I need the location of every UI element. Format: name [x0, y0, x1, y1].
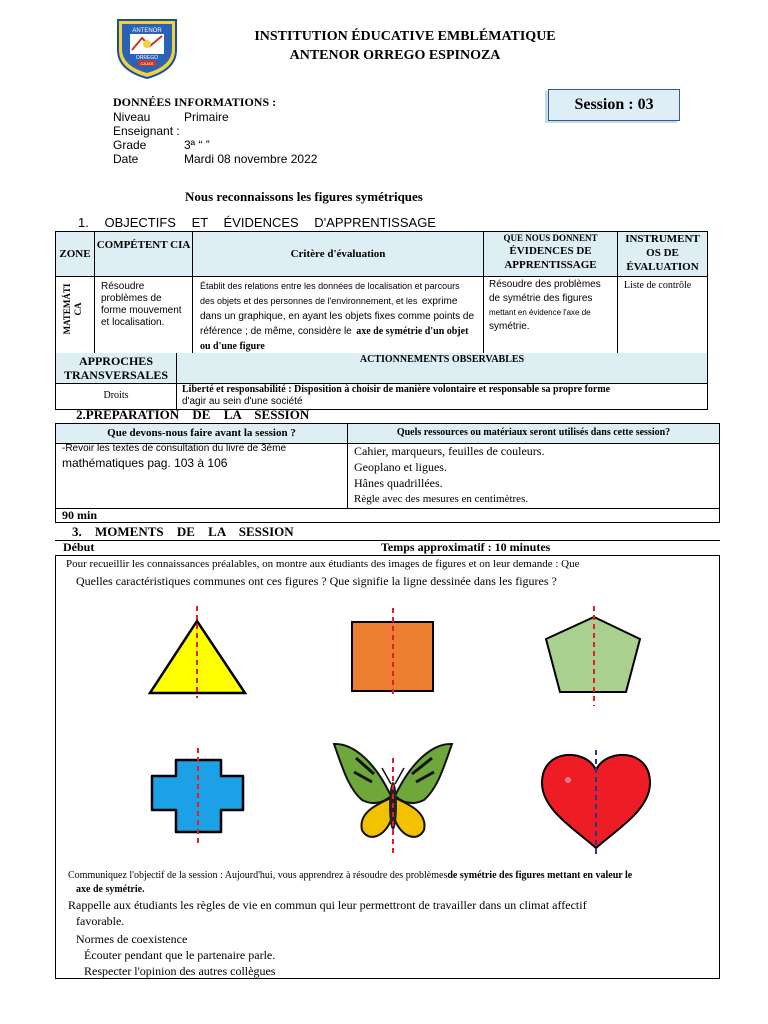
square-figure: [352, 608, 433, 698]
evidence-header: [484, 232, 618, 276]
intro-line-2: Quelles caractéristiques communes ont ces figures ? Que signifie la ligne dessinée dans les figures ?: [76, 574, 557, 588]
instrument-cell: Liste de contrôle: [624, 280, 692, 291]
competence-cell: Résoudre problèmes de forme mouvement et localisation.: [95, 276, 193, 353]
symmetric-figures: [56, 598, 719, 858]
evidence-header-top: QUE NOUS DONNENT: [503, 233, 598, 243]
lesson-title: Nous reconnaissons les figures symétriques: [185, 189, 423, 204]
resource-item: Geoplano et ligues.: [354, 460, 447, 474]
communicate-objective: [68, 869, 708, 897]
evidence-header-main: ÉVIDENCES DE APPRENTISSAGE: [504, 245, 597, 271]
pentagon-figure: [546, 606, 640, 706]
intro-line-1: Pour recueillir les connaissances préalables, on montre aux étudiants des images de figures et on leur demande : Que: [66, 558, 580, 570]
duration: 90 min: [62, 508, 98, 522]
info-label-date: Date: [113, 152, 139, 166]
resources-header: Quels ressources ou matériaux seront utilisés dans cette session?: [348, 424, 719, 443]
moments-box: [55, 555, 720, 979]
info-label-teacher: Enseignant :: [113, 124, 180, 138]
rights-cell: Droits: [56, 383, 177, 409]
preparation-line-1: -Revoir les textes de consultation du livre de 3ème: [62, 443, 287, 454]
norm-item: Écouter pendant que le partenaire parle.: [84, 948, 276, 962]
liberty-text-bold: Liberté et responsabilité : Disposition à choisir de manière volontaire et responsable sa propre forme: [182, 384, 611, 395]
section-3-title: 3. MOMENTS DE LA SESSION: [72, 524, 294, 539]
info-heading: DONNÉES INFORMATIONS :: [113, 95, 277, 109]
butterfly-figure: [334, 744, 452, 854]
recall-rules: [68, 897, 708, 929]
preparation-cell: [56, 443, 348, 508]
criteria-text: exprime dans un graphique, en ayant les objets fixes comme points de référence ; de même, considère le: [200, 296, 475, 337]
info-value-date: Mardi 08 novembre 2022: [184, 152, 318, 166]
communicate-text: Communiquez l'objectif de la session : Aujourd'hui, vous apprendrez à résoudre des problèmes: [68, 870, 448, 881]
resource-item: Hânes quadrillées.: [354, 476, 443, 490]
section-2-title: 2.PREPARATION DE LA SESSION: [76, 407, 310, 422]
session-badge: Session : 03: [548, 89, 680, 121]
criteria-text-small: Établit des relations entre les données de localisation et parcours des objets et des personnes de l'environnement, et les: [200, 281, 460, 306]
evidence-text-b: symétrie.: [489, 321, 530, 332]
evidence-text-small: mettant en évidence l'axe de: [489, 308, 591, 317]
resource-item: Règle avec des mesures en centimètres.: [354, 493, 529, 505]
info-label-grade: Grade: [113, 138, 147, 152]
liberty-cell: [182, 384, 702, 408]
norm-item: Respecter l'opinion des autres collègues: [84, 964, 276, 978]
norms-list: [84, 947, 275, 979]
logo-text-bottom: ORREGO: [135, 55, 159, 61]
resource-item: Cahier, marqueurs, feuilles de couleurs.: [354, 444, 545, 458]
norms-title: Normes de coexistence: [76, 932, 188, 946]
approaches-header: APPROCHES TRANSVERSALES: [56, 353, 177, 383]
communicate-text-bold: de symétrie des figures mettant en valeur le: [447, 870, 633, 881]
logo-text-small: CAJAS: [140, 61, 154, 66]
recall-line-1: Rappelle aux étudiants les règles de vie en commun qui leur permettront de travailler dans un climat affectif: [68, 898, 587, 912]
triangle-figure: [150, 606, 245, 698]
preparation-table: [55, 423, 720, 523]
preparation-header: Que devons-nous faire avant la session ?: [56, 424, 348, 443]
institution-line-2: ANTENOR ORREGO ESPINOZA: [289, 48, 501, 63]
info-value-grade: 3ª “ ”: [184, 138, 210, 152]
zone-math-label: MATEMÁTI CA: [62, 283, 83, 335]
zone-header: ZONE: [56, 232, 95, 276]
section-1-title: 1. OBJECTIFS ET ÉVIDENCES D'APPRENTISSAGE: [78, 215, 436, 230]
start-label: Début: [63, 540, 95, 554]
actions-header: ACTIONNEMENTS OBSERVABLES: [177, 353, 707, 383]
evidence-text-a: Résoudre des problèmes de symétrie des figures: [489, 279, 601, 304]
info-label-level: Niveau: [113, 110, 151, 124]
communicate-text-bold-2: axe de symétrie.: [76, 884, 145, 895]
criteria-text-bold: axe de symétrie d'un objet ou d'une figure: [200, 326, 469, 352]
logo-text-top: ANTENOR: [132, 28, 162, 34]
liberty-text: d'agir au sein d'une société: [182, 396, 303, 407]
cross-figure: [152, 748, 243, 844]
heart-figure: [542, 750, 650, 854]
resources-cell: [354, 443, 714, 507]
preparation-line-2: mathématiques pag. 103 à 106: [62, 456, 228, 470]
zone-cell: [56, 276, 95, 353]
criteria-cell: [193, 276, 484, 353]
info-value-level: Primaire: [184, 110, 229, 124]
competence-header: COMPÉTENT CIA: [95, 232, 193, 276]
time-label: Temps approximatif : 10 minutes: [381, 540, 551, 554]
criteria-header: Critère d'évaluation: [193, 232, 484, 276]
objectives-table: [55, 231, 708, 410]
recall-line-2: favorable.: [76, 914, 125, 928]
institution-line-1: INSTITUTION ÉDUCATIVE EMBLÉMATIQUE: [254, 29, 556, 44]
instrument-header: INSTRUMENT OS DE ÉVALUATION: [618, 232, 707, 276]
evidence-cell: [484, 276, 618, 353]
